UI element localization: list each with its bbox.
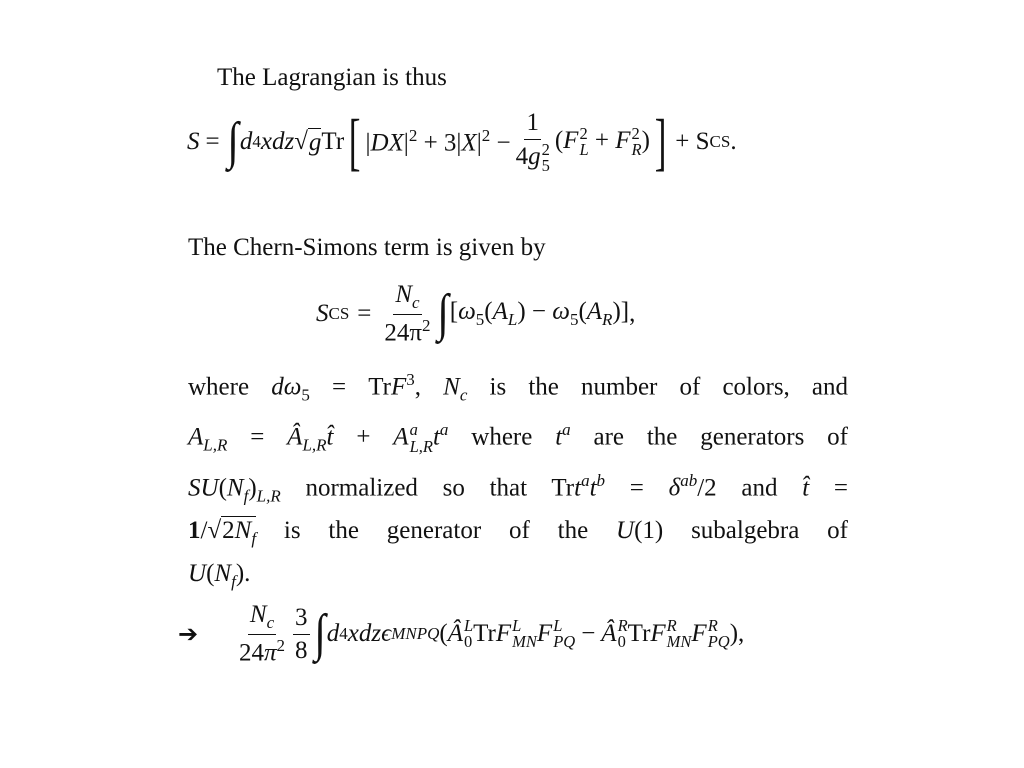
result-fraction-1: $\frac{N_c}{24\pi^2}$: [239, 600, 286, 667]
implies-arrow-icon: ➔: [178, 620, 199, 648]
cs-integral-symbol: ∫: [436, 285, 449, 342]
cs-intro-text: The Chern-Simons term is given by: [188, 234, 546, 261]
where-line-5: $U(N_f)$.: [188, 559, 251, 591]
intro-text: The Lagrangian is thus: [217, 64, 447, 91]
left-bracket: [: [348, 106, 361, 177]
result-fraction-2: $\frac{3}{8}$: [295, 604, 308, 664]
where-line-3: $SU(N_f)_{L,R}$ normalized so that $Trt^at^b = \delta^{ab}/2$ and t̂ =: [188, 470, 849, 505]
action-equation: S = ∫ d 4 xdz √ g Tr [ $|DX|^2 + 3|X|^2$ − 1 4g 2 5 (F 2 L + F 2 R ) ] + S CS .: [187, 106, 737, 177]
action-cs-term: + S: [675, 128, 710, 155]
result-equation: $\frac{N_c}{24\pi^2}$ $\frac{3}{8}$ ∫ d 4 xdzϵ MNPQ ( Â L 0 Tr F L MN F L PQ − Â R 0 Tr F R MN F R PQ ) ,: [239, 600, 745, 667]
action-lhs: S: [187, 128, 200, 155]
coupling-fraction: 1 4g 2 5: [515, 109, 550, 176]
cs-equation: S CS = $\frac{N_c}{24\pi^2}$ ∫ $[\omega_5(A_L) - \omega_5(A_R)]$ ,: [316, 280, 636, 347]
cs-fraction: $\frac{N_c}{24\pi^2}$: [384, 280, 431, 347]
integral-symbol: ∫: [227, 113, 239, 170]
result-integral-symbol: ∫: [313, 605, 326, 662]
where-line-4: $1/√2N_f$ is the generator of the U(1) subalgebra of: [188, 516, 849, 548]
right-bracket: ]: [654, 106, 667, 177]
where-line-1: where $d\omega_5 = TrF^3$, $N_c$ is the number of colors, and: [188, 370, 849, 405]
where-paragraph: [188, 362, 848, 599]
where-line-2: $A_{L,R}$ = $Â_{L,R}t̂ + A$ a L,R $t^a$ where $t^a$ are the generators of: [188, 420, 849, 456]
